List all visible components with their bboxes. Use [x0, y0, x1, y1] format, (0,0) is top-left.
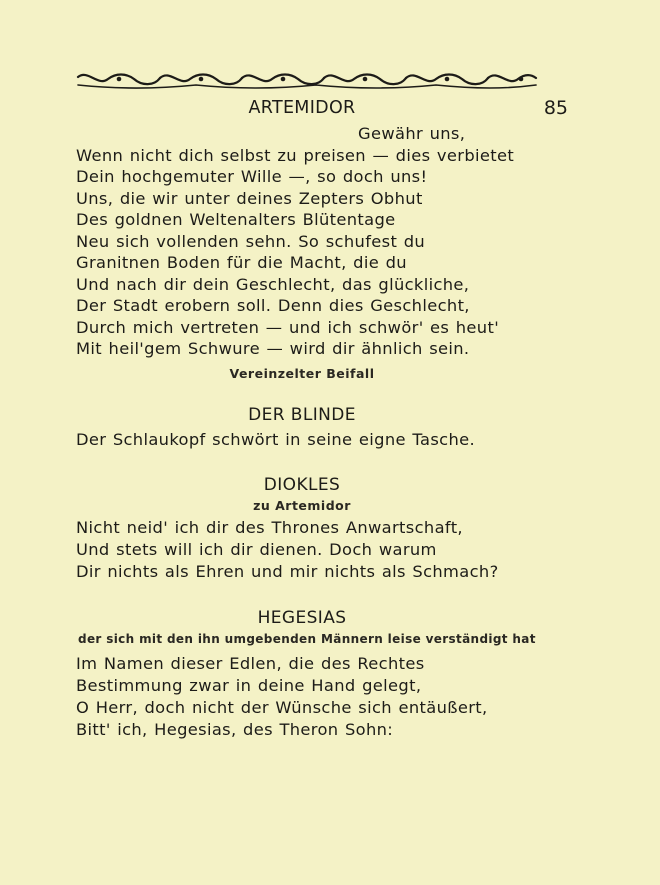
verse-line: Nicht neid' ich dir des Thrones Anwartschaft, — [76, 518, 463, 537]
speaker-name: HEGESIAS — [257, 608, 347, 628]
verse-line: Granitnen Boden für die Macht, die du — [76, 253, 407, 272]
verse-line: Uns, die wir unter deines Zepters Obhut — [76, 189, 423, 208]
speaker-name: DIOKLES — [263, 475, 341, 495]
verse-line: Und nach dir dein Geschlecht, das glückliche, — [76, 275, 470, 294]
verse-line: Der Schlaukopf schwört in seine eigne Tasche. — [76, 430, 476, 449]
speaker-name: DER BLINDE — [248, 405, 356, 425]
stage-direction: zu Artemidor — [253, 498, 351, 513]
running-header-title: ARTEMIDOR — [248, 98, 356, 118]
verse-line: Dir nichts als Ehren und mir nichts als Schmach? — [76, 562, 499, 581]
verse-line: Mit heil'gem Schwure — wird dir ähnlich sein. — [76, 339, 470, 358]
verse-line: Bestimmung zwar in deine Hand gelegt, — [76, 676, 422, 695]
ornament-wave — [488, 75, 536, 81]
verse-line: Wenn nicht dich selbst zu preisen — dies verbietet — [76, 146, 515, 165]
verse-line: O Herr, doch nicht der Wünsche sich entäußert, — [76, 698, 488, 717]
verse-line: Im Namen dieser Edlen, die des Rechtes — [76, 654, 425, 673]
verse-line: Durch mich vertreten — und ich schwör' es heut' — [76, 318, 500, 337]
stage-direction: Vereinzelter Beifall — [229, 366, 375, 381]
verse-line: Und stets will ich dir dienen. Doch warum — [76, 540, 437, 559]
verse-line: Gewähr uns, — [358, 124, 466, 143]
stage-direction: der sich mit den ihn umgebenden Männern leise verständigt hat — [78, 632, 536, 646]
page-number: 85 — [543, 97, 568, 119]
verse-line: Bitt' ich, Hegesias, des Theron Sohn: — [76, 720, 394, 739]
verse-line: Dein hochgemuter Wille —, so doch uns! — [76, 167, 428, 186]
verse-line: Des goldnen Weltenalters Blütentage — [76, 210, 396, 229]
decorative-ornament-band — [76, 70, 538, 92]
verse-line: Der Stadt erobern soll. Denn dies Geschlecht, — [76, 296, 470, 315]
verse-line: Neu sich vollenden sehn. So schufest du — [76, 232, 426, 251]
